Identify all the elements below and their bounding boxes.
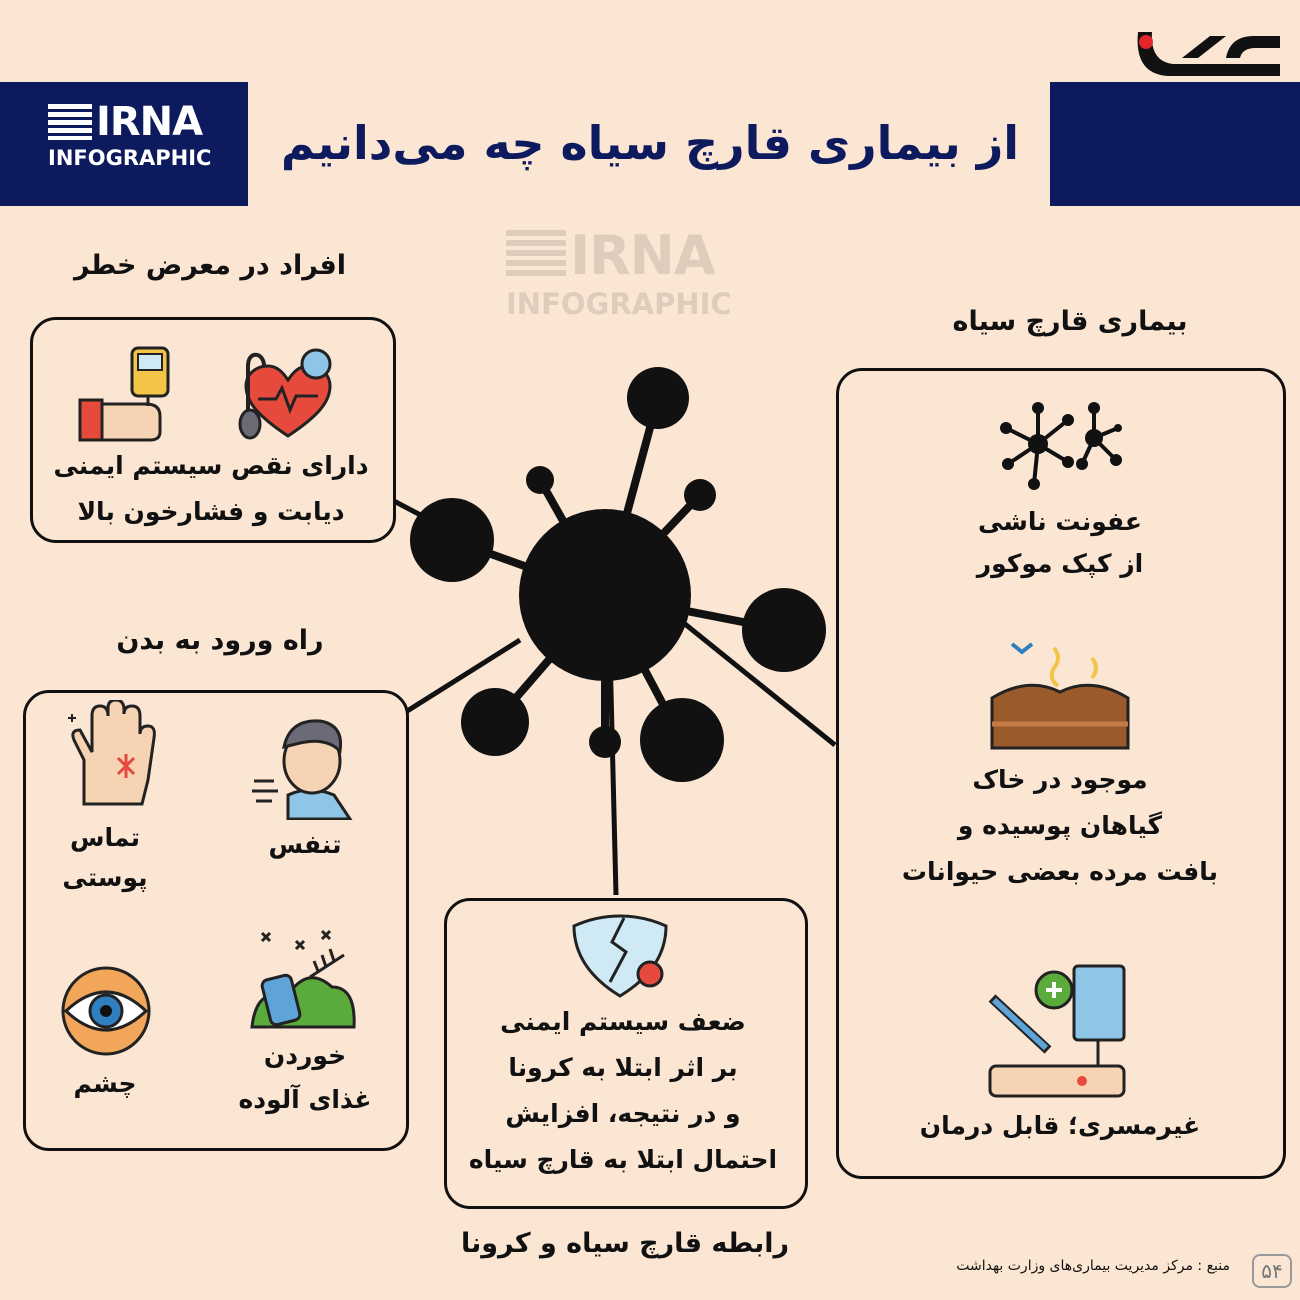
- page-title: از بیماری قارچ سیاه چه می‌دانیم: [280, 116, 1020, 170]
- at-risk-line-1: دارای نقص سیستم ایمنی: [53, 451, 369, 480]
- watermark-word: IRNA: [570, 224, 715, 287]
- entry-label-skin-1: تماس: [69, 823, 141, 852]
- breathing-icon: [250, 715, 360, 820]
- corona-line-2: بر اثر ابتلا به کرونا: [508, 1053, 738, 1082]
- decaying-soil-icon: [988, 640, 1132, 752]
- logo-sub: INFOGRAPHIC: [48, 146, 212, 170]
- eye-icon: [60, 965, 152, 1057]
- corona-line-3: و در نتیجه، افزایش: [505, 1099, 741, 1128]
- disease-title: بیماری قارچ سیاه: [952, 306, 1188, 337]
- entry-label-food-2: غذای آلوده: [238, 1085, 372, 1114]
- treatment-iv-icon: [986, 962, 1130, 1102]
- disease-item-3-line-1: غیرمسری؛ قابل درمان: [919, 1111, 1201, 1140]
- at-risk-line-2: دیابت و فشارخون بالا: [77, 497, 345, 526]
- entry-label-food-1: خوردن: [263, 1041, 347, 1070]
- mucor-mold-icon: [998, 398, 1122, 494]
- blood-pressure-icon: [238, 344, 338, 444]
- watermark-sub: INFOGRAPHIC: [506, 287, 732, 321]
- disease-item-2-line-2: گیاهان پوسیده و: [957, 811, 1163, 840]
- entry-label-breathing: تنفس: [268, 830, 342, 859]
- logo-word: IRNA: [96, 99, 203, 145]
- glucose-meter-icon: [76, 344, 176, 444]
- page-number: ۵۴: [1252, 1254, 1292, 1288]
- fungus-spores: [410, 367, 826, 782]
- corona-title: رابطه قارچ سیاه و کرونا: [460, 1228, 790, 1259]
- corona-line-1: ضعف سیستم ایمنی: [500, 1007, 746, 1036]
- broken-shield-icon: [566, 912, 676, 998]
- entry-title: راه ورود به بدن: [116, 625, 324, 656]
- contaminated-food-icon: [248, 925, 358, 1033]
- entry-label-eye: چشم: [73, 1069, 137, 1098]
- disease-item-2-line-3: بافت مرده بعضی حیوانات: [901, 857, 1219, 886]
- at-risk-title: افراد در معرض خطر: [73, 250, 347, 281]
- disease-item-1-line-2: از کپک موکور: [976, 549, 1144, 578]
- corona-line-4: احتمال ابتلا به قارچ سیاه: [468, 1145, 778, 1174]
- source-note: منبع : مرکز مدیریت بیماری‌های وزارت بهداشت: [956, 1258, 1230, 1274]
- disease-item-1-line-1: عفونت ناشی: [978, 507, 1142, 536]
- entry-label-skin-2: پوستی: [62, 863, 148, 892]
- skin-contact-icon: [62, 700, 162, 808]
- disease-item-2-line-1: موجود در خاک: [972, 765, 1148, 794]
